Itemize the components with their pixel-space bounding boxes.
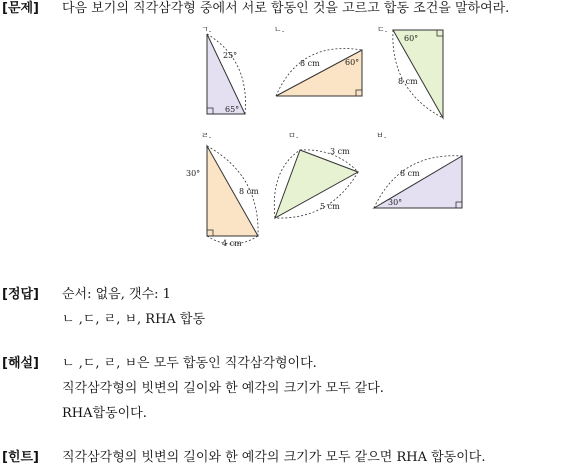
angle-label: 65° <box>225 105 240 114</box>
figure-label: ㄴ. <box>274 25 285 34</box>
figure-rieul <box>186 131 259 248</box>
explanation-line1: ㄴ ,ㄷ, ㄹ, ㅂ은 모두 합동인 직각삼각형이다. <box>62 356 317 371</box>
figure-mieum <box>274 131 358 218</box>
hint-text: 직각삼각형의 빗변의 길이와 한 예각의 크기가 모두 같으면 RHA 합동이다. <box>62 450 486 465</box>
figure-bieup <box>374 131 462 208</box>
angle-label: 60° <box>345 58 360 67</box>
hint-tag: [힌트] <box>2 450 39 465</box>
answer-line2: ㄴ ,ㄷ, ㄹ, ㅂ, RHA 합동 <box>62 312 206 327</box>
side-label: 4 cm <box>222 239 242 248</box>
explanation-line2: 직각삼각형의 빗변의 길이와 한 예각의 크기가 모두 같다. <box>62 381 384 396</box>
side-label: 3 cm <box>330 147 350 156</box>
question-tag: [문제] <box>2 1 39 16</box>
side-label: 8 cm <box>400 169 420 178</box>
question-text: 다음 보기의 직각삼각형 중에서 서로 합동인 것을 고르고 합동 조건을 말하여라. <box>62 1 510 16</box>
explanation-tag: [해설] <box>2 356 39 371</box>
explanation-line3: RHA합동이다. <box>62 406 147 421</box>
angle-label: 60° <box>404 34 419 43</box>
figure-label: ㄷ. <box>377 25 388 34</box>
figure-label: ㄹ. <box>201 131 212 140</box>
answer-tag: [정답] <box>2 287 39 302</box>
figure-label: ㅁ. <box>288 131 299 140</box>
figure-label: ㅂ. <box>376 131 387 140</box>
figure-label: ㄱ. <box>201 25 212 34</box>
angle-label: 25° <box>223 51 238 60</box>
figure-giyeok <box>201 25 246 114</box>
side-label: 5 cm <box>320 202 340 211</box>
figure-nieun <box>274 25 362 96</box>
side-label: 8 cm <box>300 59 320 68</box>
angle-label: 30° <box>388 198 403 207</box>
angle-label: 30° <box>186 169 201 178</box>
figure-digeut <box>377 25 443 118</box>
answer-line1: 순서: 없음, 갯수: 1 <box>62 287 171 302</box>
side-label: 8 cm <box>239 187 259 196</box>
side-label: 8 cm <box>398 77 418 86</box>
